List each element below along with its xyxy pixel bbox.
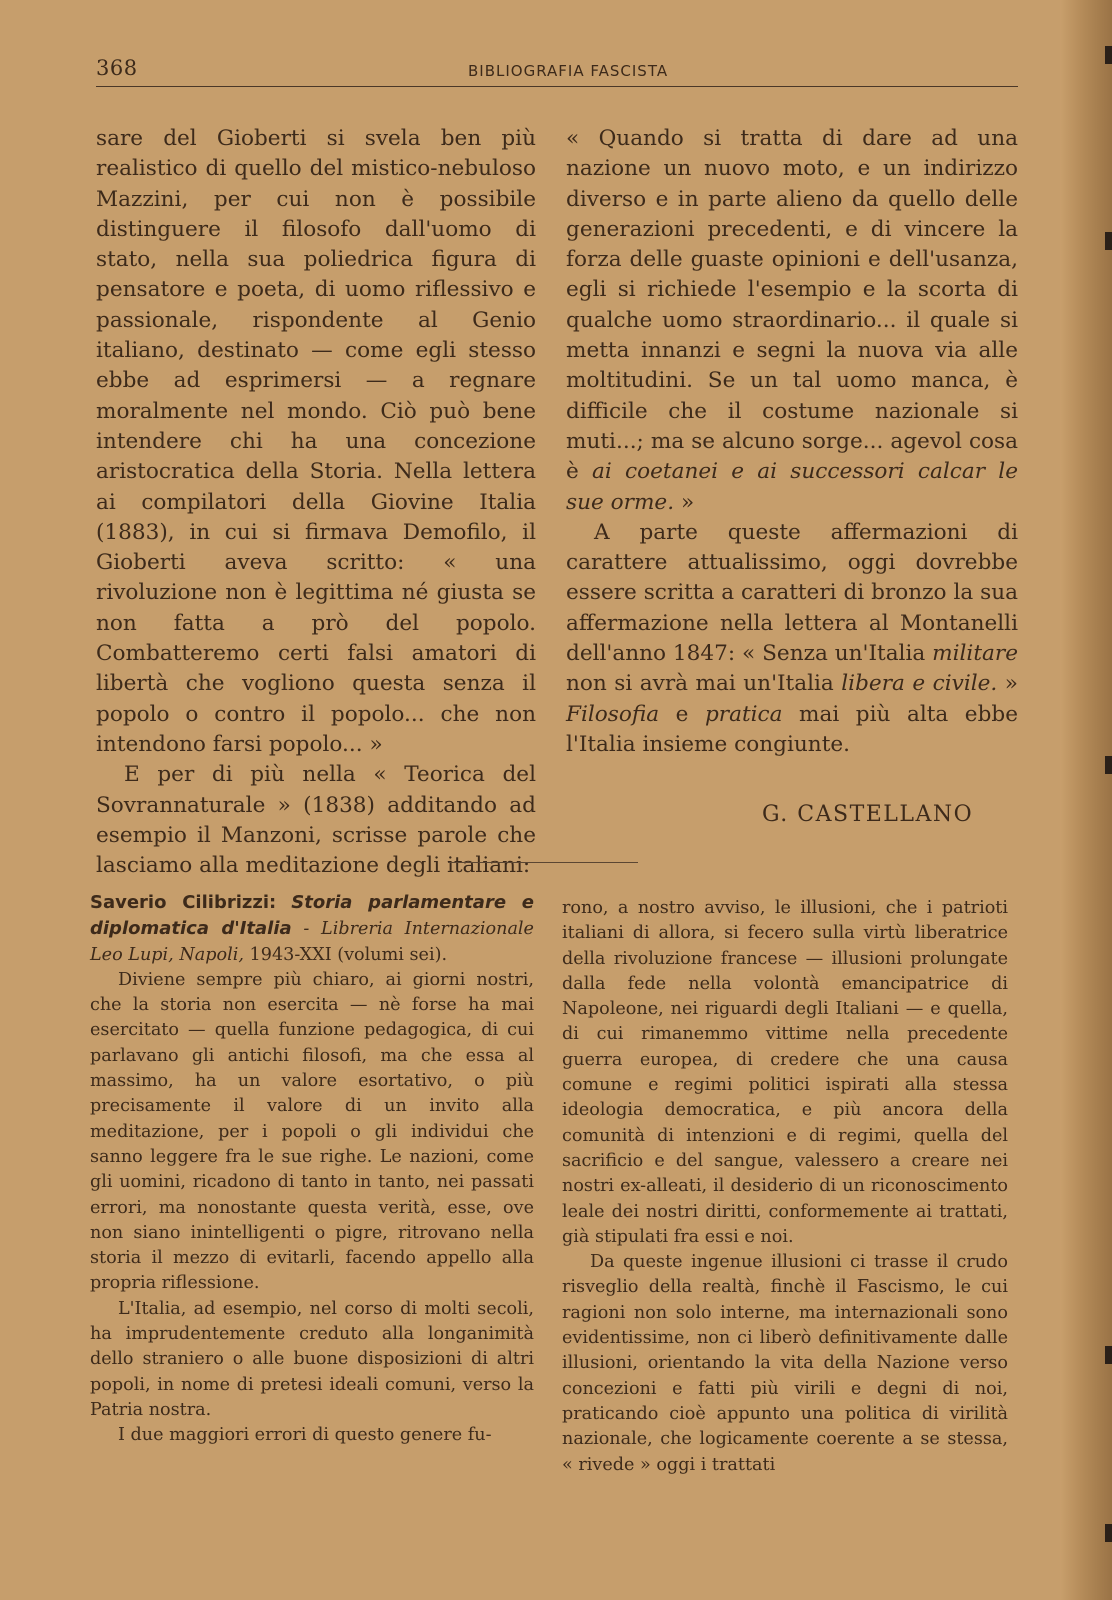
- edge-mark: [1105, 1524, 1112, 1542]
- italic-run: militare: [932, 641, 1018, 667]
- review-paragraph: rono, a nostro avviso, le illusioni, che i patrioti italiani di allora, si fecero sulla virtù liberatrice della rivoluzione francese — illusioni prolungate dalla fede nella volontà emancipatrice di Napoleone, nei riguardi degli Italiani — e quella, di cui rimanemmo vittime nella precedente guerra europea, di credere che una causa comune e regimi politici ispirati alla stessa ideologia democratica, e più ancora della comunità di intenzioni e di regimi, quella del sacrificio e del sangue, valessero a creare nei nostri ex-alleati, il desiderio di un riconoscimento leale dei nostri diritti, conformemente ai trattati, già stipulati fra essi e noi.: [562, 898, 1008, 1247]
- italic-run: libera e civile.: [841, 671, 998, 697]
- running-title: BIBLIOGRAFIA FASCISTA: [468, 62, 669, 80]
- quote-close: »: [674, 489, 695, 515]
- edge-mark: [1105, 232, 1112, 250]
- edge-mark: [1105, 46, 1112, 64]
- text-run: non si avrà mai un'Italia: [566, 671, 842, 697]
- review-heading: [90, 890, 534, 968]
- quote-italic: ai coetanei e ai successori calcar le sue orme.: [566, 459, 1018, 515]
- text-run: mai più alta ebbe l'Italia insieme congiunte.: [566, 701, 1018, 757]
- edge-mark: [1105, 1346, 1112, 1364]
- page-number: 368: [96, 56, 138, 80]
- page-header: [96, 56, 1016, 90]
- article-right-column: [566, 124, 1018, 760]
- review-paragraph: Diviene sempre più chiaro, ai giorni nostri, che la storia non esercita — nè forse ha mai esercitato — quella funzione pedagogica, di cui parlavano gli antichi filosofi, ma che essa al massimo, ha un valore esortativo, o più precisamente il valore di un invito alla meditazione, per i popoli o gli individui che sanno leggere fra le sue righe. Le nazioni, come gli uomini, ricadono di tanto in tanto, nei passati errori, ma nonostante questa verità, esse, ove non siano inintelligenti o pigre, ritrovano nella storia il mezzo di evitarli, facendo appello alla propria riflessione.: [90, 969, 534, 1294]
- section-divider: [448, 862, 638, 863]
- quote-text: « Quando si tratta di dare ad una nazione un nuovo moto, e un indirizzo diverso e in parte alieno da quello delle generazioni precedenti, e di vincere la forza delle guaste opinioni e dell'usanza, egli si richiede l'esempio e la scorta di qualche uomo straordinario... il quale si metta innanzi e segni la nuova via alle moltitudini. Se un tal uomo manca, è difficile che il costume nazionale si muti...; ma se alcuno sorge... agevol cosa è: [566, 126, 1018, 485]
- author-signature: G. CASTELLANO: [762, 802, 974, 827]
- review-title: Storia parlamentare e diplomatica d'Italia: [90, 892, 534, 940]
- review-volumes: (volumi sei).: [337, 944, 448, 965]
- review-paragraph: L'Italia, ad esempio, nel corso di molti secoli, ha imprudentemente creduto alla longanimità dello straniero o alle buone disposizioni di altri popoli, in nome di pretesi ideali comuni, verso la Patria nostra.: [90, 1298, 534, 1420]
- article-left-column: [96, 124, 536, 881]
- review-paragraph: I due maggiori errori di questo genere fu-: [118, 1425, 492, 1446]
- review-year: 1943-XXI: [243, 944, 332, 965]
- text-run: e: [659, 701, 705, 727]
- italic-run: pratica: [704, 701, 783, 727]
- text-run: A parte queste affermazioni di carattere attualissimo, oggi dovrebbe essere scritta a caratteri di bronzo la sua affermazione nella lettera al Montanelli dell'anno 1847: « Senza un'Italia: [566, 519, 1018, 667]
- italic-run: Filosofia: [566, 701, 660, 727]
- header-rule: [96, 86, 1018, 87]
- review-paragraph: Da queste ingenue illusioni ci trasse il crudo risveglio della realtà, finchè il Fascismo, le cui ragioni non solo interne, ma internazionali sono evidentissime, non ci liberò definitivamente dalle illusioni, orientando la vita della Nazione verso concezioni e fatti più virili e degni di noi, praticando cioè appunto una politica di virilità nazionale, che logicamente coerente a se stessa, « rivede » oggi i trattati: [562, 1252, 1008, 1475]
- quote-paragraph: [566, 124, 1018, 518]
- article-paragraph: E per di più nella « Teorica del Sovrannaturale » (1838) additando ad esempio il Manzoni, scrisse parole che lasciamo alla meditazione degli italiani:: [96, 762, 536, 879]
- review-left-column: [90, 890, 534, 1449]
- review-author: Saverio Cilibrizzi:: [90, 892, 277, 913]
- article-paragraph: [566, 518, 1018, 760]
- page-edge: [1060, 0, 1112, 1600]
- article-paragraph: sare del Gioberti si svela ben più realistico di quello del mistico-nebuloso Mazzini, per cui non è possibile distinguere il filosofo dall'uomo di stato, nella sua poliedrica figura di pensatore e poeta, di uomo riflessivo e passionale, rispondente al Genio italiano, destinato — come egli stesso ebbe ad esprimersi — a regnare moralmente nel mondo. Ciò può bene intendere chi ha una concezione aristocratica della Storia. Nella lettera ai compilatori della Giovine Italia (1883), in cui si firmava Demofilo, il Gioberti aveva scritto: « una rivoluzione non è legittima né giusta se non fatta a prò del popolo. Combatteremo certi falsi amatori di libertà che vogliono questa senza il popolo o contro il popolo... che non intendono farsi popolo... »: [96, 126, 536, 757]
- review-right-column: [562, 896, 1008, 1478]
- review-publisher: - Libreria Internazionale Leo Lupi, Napoli,: [90, 919, 534, 965]
- text-run: »: [997, 671, 1018, 697]
- edge-mark: [1105, 756, 1112, 774]
